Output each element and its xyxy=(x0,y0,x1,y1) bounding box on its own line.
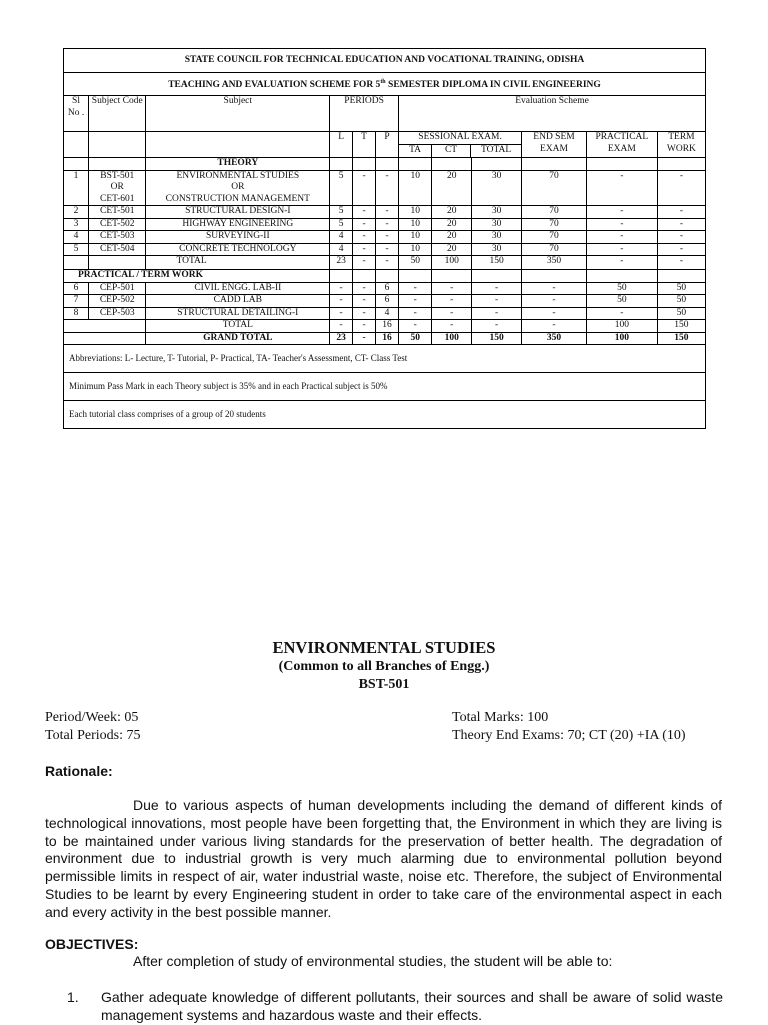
t-cell: - xyxy=(353,218,376,231)
subject-cell: STRUCTURAL DETAILING-I xyxy=(146,307,330,320)
grand-total-prac: 100 xyxy=(586,332,657,345)
end-cell: - xyxy=(522,282,587,295)
course-info-left xyxy=(45,709,140,745)
col-t: T xyxy=(353,132,376,158)
l-cell: 4 xyxy=(330,243,353,256)
practical-total-ta: - xyxy=(399,320,432,333)
prac-cell: 50 xyxy=(586,282,657,295)
col-evaluation: Evaluation Scheme xyxy=(399,96,706,132)
total-periods: Total Periods: 75 xyxy=(45,728,141,743)
theory-total-label: TOTAL xyxy=(146,256,330,270)
ct-cell: - xyxy=(432,307,472,320)
col-practical: PRACTICAL EXAM xyxy=(586,132,657,158)
tw-cell: - xyxy=(657,218,705,231)
theory-row xyxy=(64,243,706,256)
l-cell: 4 xyxy=(330,231,353,244)
tw-cell: 50 xyxy=(657,307,705,320)
practical-rows xyxy=(64,282,706,320)
grand-total-tw: 150 xyxy=(657,332,705,345)
col-sessional: SESSIONAL EXAM. TA CT TOTAL xyxy=(399,132,522,158)
ta-cell: - xyxy=(399,307,432,320)
col-subject: Subject xyxy=(146,96,330,132)
practical-label: PRACTICAL / TERM WORK xyxy=(64,270,330,283)
practical-total-ct: - xyxy=(432,320,472,333)
theory-row xyxy=(64,218,706,231)
sl-no-cell: 2 xyxy=(64,206,89,219)
col-ct: CT xyxy=(432,145,471,157)
col-subject-code: Subject Code xyxy=(89,96,146,132)
ct-cell: 20 xyxy=(432,218,472,231)
tw-cell: - xyxy=(657,206,705,219)
practical-total-l: - xyxy=(330,320,353,333)
sl-cell: 8 xyxy=(64,307,89,320)
p-cell: - xyxy=(376,218,399,231)
course-title: ENVIRONMENTAL STUDIES xyxy=(272,638,496,657)
t-cell: - xyxy=(353,295,376,308)
grand-total-label: GRAND TOTAL xyxy=(146,332,330,345)
grand-total-l: 23 xyxy=(330,332,353,345)
course-subtitle: (Common to all Branches of Engg.) xyxy=(278,659,490,674)
col-p: P xyxy=(376,132,399,158)
t-cell: - xyxy=(353,206,376,219)
total-cell: 30 xyxy=(472,170,522,206)
theory-end-exams: Theory End Exams: 70; CT (20) +IA (10) xyxy=(452,728,686,743)
subject-code-cell: CET-503 xyxy=(89,231,146,244)
course-code: BST-501 xyxy=(358,677,410,692)
sl-cell: 7 xyxy=(64,295,89,308)
code-cell: CEP-501 xyxy=(89,282,146,295)
ct-cell: 20 xyxy=(432,170,472,206)
practical-total-p: 16 xyxy=(376,320,399,333)
t-cell: - xyxy=(353,170,376,206)
col-end-sem: END SEM EXAM xyxy=(522,132,587,158)
prac-cell: 50 xyxy=(586,295,657,308)
ta-cell: - xyxy=(399,295,432,308)
ct-cell: 20 xyxy=(432,231,472,244)
ta-cell: 10 xyxy=(399,231,432,244)
t-cell: - xyxy=(353,243,376,256)
col-sl-no: Sl No . xyxy=(64,96,89,132)
grand-total-t: - xyxy=(353,332,376,345)
p-cell: - xyxy=(376,170,399,206)
subject-code-cell: BST-501 OR CET-601 xyxy=(89,170,146,206)
ta-cell: - xyxy=(399,282,432,295)
subject-cell: STRUCTURAL DESIGN-I xyxy=(146,206,330,219)
total-cell: 30 xyxy=(472,243,522,256)
practical-total-end: - xyxy=(522,320,587,333)
end-cell: - xyxy=(522,307,587,320)
objectives-heading: OBJECTIVES: xyxy=(45,936,139,952)
ta-cell: 10 xyxy=(399,206,432,219)
sl-no-cell: 3 xyxy=(64,218,89,231)
objective-number: 1. xyxy=(67,989,79,1005)
theory-row xyxy=(64,231,706,244)
tw-cell: 50 xyxy=(657,282,705,295)
subject-code-cell: CET-501 xyxy=(89,206,146,219)
scheme-title: TEACHING AND EVALUATION SCHEME FOR 5th SEMESTER DIPLOMA IN CIVIL ENGINEERING xyxy=(64,73,706,96)
prac-cell: - xyxy=(586,218,657,231)
theory-total-ta: 50 xyxy=(399,256,432,270)
prac-cell: - xyxy=(586,206,657,219)
end-cell: 70 xyxy=(522,206,587,219)
period-week: Period/Week: 05 xyxy=(45,710,139,725)
theory-row xyxy=(64,170,706,206)
grand-total-ct: 100 xyxy=(432,332,472,345)
subject-code-cell: CET-504 xyxy=(89,243,146,256)
subject-cell: HIGHWAY ENGINEERING xyxy=(146,218,330,231)
p-cell: 4 xyxy=(376,307,399,320)
rationale-heading: Rationale: xyxy=(45,763,113,779)
theory-label: THEORY xyxy=(146,158,330,171)
objective-text: Gather adequate knowledge of different pollutants, their sources and shall be aware of solid waste management systems and hazardous waste and their effects. xyxy=(101,989,723,1023)
practical-total-total: - xyxy=(472,320,522,333)
total-cell: 30 xyxy=(472,206,522,219)
ct-cell: 20 xyxy=(432,206,472,219)
ta-cell: 10 xyxy=(399,243,432,256)
grand-total-total: 150 xyxy=(472,332,522,345)
l-cell: 5 xyxy=(330,170,353,206)
end-cell: 70 xyxy=(522,170,587,206)
end-cell: 70 xyxy=(522,243,587,256)
sl-no-cell: 4 xyxy=(64,231,89,244)
code-cell: CEP-502 xyxy=(89,295,146,308)
practical-row xyxy=(64,307,706,320)
subject-cell: CADD LAB xyxy=(146,295,330,308)
p-cell: - xyxy=(376,243,399,256)
prac-cell: - xyxy=(586,231,657,244)
ct-cell: - xyxy=(432,295,472,308)
practical-row xyxy=(64,282,706,295)
tw-cell: - xyxy=(657,170,705,206)
t-cell: - xyxy=(353,231,376,244)
l-cell: - xyxy=(330,282,353,295)
theory-total-l: 23 xyxy=(330,256,353,270)
total-cell: - xyxy=(472,307,522,320)
theory-total-p: - xyxy=(376,256,399,270)
end-cell: - xyxy=(522,295,587,308)
tutorial-note: Each tutorial class comprises of a group of 20 students xyxy=(64,401,706,429)
practical-total-t: - xyxy=(353,320,376,333)
l-cell: 5 xyxy=(330,206,353,219)
end-cell: 70 xyxy=(522,218,587,231)
l-cell: - xyxy=(330,295,353,308)
total-cell: 30 xyxy=(472,218,522,231)
p-cell: 6 xyxy=(376,282,399,295)
total-cell: - xyxy=(472,282,522,295)
p-cell: 6 xyxy=(376,295,399,308)
l-cell: - xyxy=(330,307,353,320)
ta-cell: 10 xyxy=(399,218,432,231)
theory-total-end: 350 xyxy=(522,256,587,270)
ct-cell: 20 xyxy=(432,243,472,256)
code-cell: CEP-503 xyxy=(89,307,146,320)
ct-cell: - xyxy=(432,282,472,295)
tw-cell: 50 xyxy=(657,295,705,308)
sl-cell: 6 xyxy=(64,282,89,295)
end-cell: 70 xyxy=(522,231,587,244)
abbreviations-note: Abbreviations: L- Lecture, T- Tutorial, P- Practical, TA- Teacher's Assessment, CT- Class Test xyxy=(64,345,706,373)
theory-total-tw: - xyxy=(657,256,705,270)
course-info-right xyxy=(452,709,686,745)
tw-cell: - xyxy=(657,231,705,244)
practical-row xyxy=(64,295,706,308)
prac-cell: - xyxy=(586,307,657,320)
practical-total-tw: 150 xyxy=(657,320,705,333)
subject-cell: CIVIL ENGG. LAB-II xyxy=(146,282,330,295)
rationale-paragraph: Due to various aspects of human developments including the demand of different kinds of technological innovations, most people have been forgetting that, the Environment in which they are living is to be maintained under various living standards for the preservation of better health. The degradation of environment due to industrial growth is very much alarming due to environmental pollution beyond permissible limits in respect of air, water industrial waste, noise etc. Therefore, the subject of Environmental Studies to be learnt by every Engineering student in order to take care of the environmental aspect in each and every activity in the best possible manner. xyxy=(45,797,722,920)
theory-total-prac: - xyxy=(586,256,657,270)
pass-mark-note: Minimum Pass Mark in each Theory subject is 35% and in each Practical subject is 50% xyxy=(64,373,706,401)
col-periods: PERIODS xyxy=(330,96,399,132)
subject-cell: CONCRETE TECHNOLOGY xyxy=(146,243,330,256)
grand-total-p: 16 xyxy=(376,332,399,345)
theory-total-ct: 100 xyxy=(432,256,472,270)
grand-total-ta: 50 xyxy=(399,332,432,345)
col-ta: TA xyxy=(399,145,432,157)
total-cell: 30 xyxy=(472,231,522,244)
theory-total-total: 150 xyxy=(472,256,522,270)
col-term-work: TERM WORK xyxy=(657,132,705,158)
practical-total-prac: 100 xyxy=(586,320,657,333)
subject-cell: ENVIRONMENTAL STUDIES OR CONSTRUCTION MANAGEMENT xyxy=(146,170,330,206)
p-cell: - xyxy=(376,206,399,219)
grand-total-end: 350 xyxy=(522,332,587,345)
objectives-intro: After completion of study of environmental studies, the student will be able to: xyxy=(133,953,613,969)
theory-row xyxy=(64,206,706,219)
sl-no-cell: 1 xyxy=(64,170,89,206)
col-total: TOTAL xyxy=(480,145,512,155)
total-marks: Total Marks: 100 xyxy=(452,710,549,725)
theory-total-t: - xyxy=(353,256,376,270)
subject-cell: SURVEYING-II xyxy=(146,231,330,244)
l-cell: 5 xyxy=(330,218,353,231)
sl-no-cell: 5 xyxy=(64,243,89,256)
council-name: STATE COUNCIL FOR TECHNICAL EDUCATION AND VOCATIONAL TRAINING, ODISHA xyxy=(64,49,706,73)
p-cell: - xyxy=(376,231,399,244)
practical-total-label: TOTAL xyxy=(146,320,330,333)
ta-cell: 10 xyxy=(399,170,432,206)
theory-rows xyxy=(64,170,706,256)
subject-code-cell: CET-502 xyxy=(89,218,146,231)
prac-cell: - xyxy=(586,243,657,256)
scheme-table xyxy=(63,48,706,429)
prac-cell: - xyxy=(586,170,657,206)
t-cell: - xyxy=(353,282,376,295)
t-cell: - xyxy=(353,307,376,320)
col-l: L xyxy=(330,132,353,158)
tw-cell: - xyxy=(657,243,705,256)
total-cell: - xyxy=(472,295,522,308)
